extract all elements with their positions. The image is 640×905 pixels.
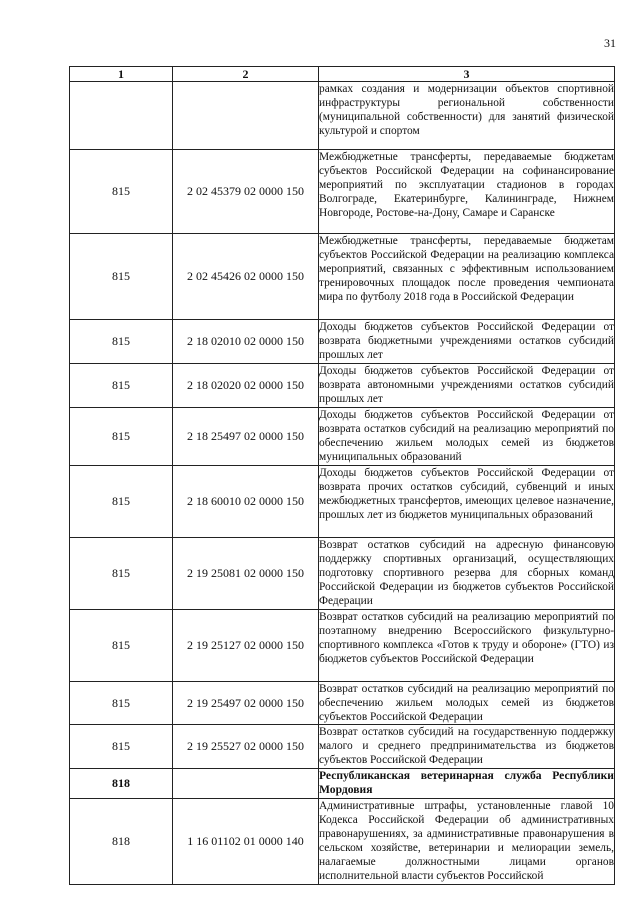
- admin-code-cell: 815: [70, 408, 173, 466]
- table-row: [70, 725, 615, 769]
- table-row: [70, 538, 615, 610]
- admin-code-cell: 815: [70, 234, 173, 320]
- admin-code-cell: 815: [70, 364, 173, 408]
- description-cell: рамках создания и модернизации объектов спортивной инфраструктуры региональной собственности (муниципальной собственности) для занятий физической культурой и спортом: [319, 82, 615, 150]
- admin-code-cell: 815: [70, 725, 173, 769]
- table-row: [70, 320, 615, 364]
- description-cell: Возврат остатков субсидий на реализацию мероприятий по обеспечению жильем молодых семей из бюджетов субъектов Российской Федерации: [319, 683, 614, 723]
- table-row: [70, 466, 615, 538]
- budget-code-cell: 2 19 25497 02 0000 150: [173, 682, 319, 725]
- budget-code-cell: 1 16 01102 01 0000 140: [173, 799, 319, 885]
- admin-code-cell: [70, 82, 173, 150]
- admin-code-cell: 815: [70, 466, 173, 538]
- description-cell: Доходы бюджетов субъектов Российской Федерации от возврата остатков субсидий на реализацию мероприятий по обеспечению жильем молодых семей из бюджетов муниципальных образований: [319, 408, 615, 466]
- budget-code-cell: [173, 769, 319, 799]
- table-row: [70, 799, 615, 885]
- description-cell: Административные штрафы, установленные главой 10 Кодекса Российской Федерации об административных правонарушениях, за административные правонарушения в сельском хозяйстве, ветеринарии и мелиорации земель, налагаемые должностными лицами органов исполнительной власти субъектов Российской: [319, 799, 615, 885]
- budget-code-cell: [173, 82, 319, 150]
- table-row: [70, 82, 615, 150]
- admin-code-cell: 815: [70, 150, 173, 234]
- admin-code-cell: 818: [70, 769, 173, 799]
- budget-code-cell: 2 18 25497 02 0000 150: [173, 408, 319, 466]
- admin-code-cell: 815: [70, 682, 173, 725]
- revenue-table: [69, 66, 615, 885]
- description-cell: Республиканская ветеринарная служба Республики Мордовия: [319, 769, 615, 799]
- budget-code-cell: 2 18 02010 02 0000 150: [173, 320, 319, 364]
- table-header-row: [70, 67, 615, 82]
- admin-code-cell: 815: [70, 538, 173, 610]
- budget-code-cell: 2 18 60010 02 0000 150: [173, 466, 319, 538]
- description-cell: Возврат остатков субсидий на государственную поддержку малого и среднего предпринимательства из бюджетов субъектов Российской Федерации: [319, 725, 615, 769]
- budget-code-cell: 2 02 45426 02 0000 150: [173, 234, 319, 320]
- budget-code-cell: 2 19 25527 02 0000 150: [173, 725, 319, 769]
- table-row: [70, 769, 615, 799]
- table-row: [70, 408, 615, 466]
- description-cell: Возврат остатков субсидий на реализацию мероприятий по поэтапному внедрению Всероссийского физкультурно-спортивного комплекса «Готов к труду и обороне» (ГТО) из бюджетов субъектов Российской Федерации: [319, 610, 615, 682]
- admin-code-cell: 818: [70, 799, 173, 885]
- column-header-2: 2: [173, 67, 319, 82]
- budget-code-cell: 2 19 25081 02 0000 150: [173, 538, 319, 610]
- budget-code-cell: 2 19 25127 02 0000 150: [173, 610, 319, 682]
- description-cell: Доходы бюджетов субъектов Российской Федерации от возврата автономными учреждениями остатков субсидий прошлых лет: [319, 364, 615, 408]
- table-body: [70, 82, 615, 885]
- column-header-1: 1: [70, 67, 173, 82]
- admin-code-cell: 815: [70, 610, 173, 682]
- description-cell: Возврат остатков субсидий на адресную финансовую поддержку спортивных организаций, осуществляющих подготовку спортивного резерва для сборных команд Российской Федерации из бюджетов субъектов Российской Федерации: [319, 538, 615, 610]
- page-number: 31: [604, 36, 616, 50]
- description-cell: Межбюджетные трансферты, передаваемые бюджетам субъектов Российской Федерации на софинансирование мероприятий по эксплуатации стадионов в городах Волгограде, Екатеринбурге, Калининграде, Нижнем Новгороде, Ростове-на-Дону, Самаре и Саранске: [319, 150, 615, 234]
- table-row: [70, 682, 615, 725]
- column-header-3: 3: [319, 67, 615, 82]
- table-row: [70, 234, 615, 320]
- description-cell: Межбюджетные трансферты, передаваемые бюджетам субъектов Российской Федерации на реализацию комплекса мероприятий, связанных с эффективным использованием тренировочных площадок после проведения чемпионата мира по футболу 2018 года в Российской Федерации: [319, 234, 615, 320]
- table-row: [70, 364, 615, 408]
- description-cell: Доходы бюджетов субъектов Российской Федерации от возврата прочих остатков субсидий, субвенций и иных межбюджетных трансфертов, имеющих целевое назначение, прошлых лет из бюджетов муниципальных образований: [319, 466, 615, 538]
- budget-code-cell: 2 18 02020 02 0000 150: [173, 364, 319, 408]
- budget-code-cell: 2 02 45379 02 0000 150: [173, 150, 319, 234]
- table-row: [70, 150, 615, 234]
- description-cell: Доходы бюджетов субъектов Российской Федерации от возврата бюджетными учреждениями остатков субсидий прошлых лет: [319, 320, 615, 364]
- table-row: [70, 610, 615, 682]
- admin-code-cell: 815: [70, 320, 173, 364]
